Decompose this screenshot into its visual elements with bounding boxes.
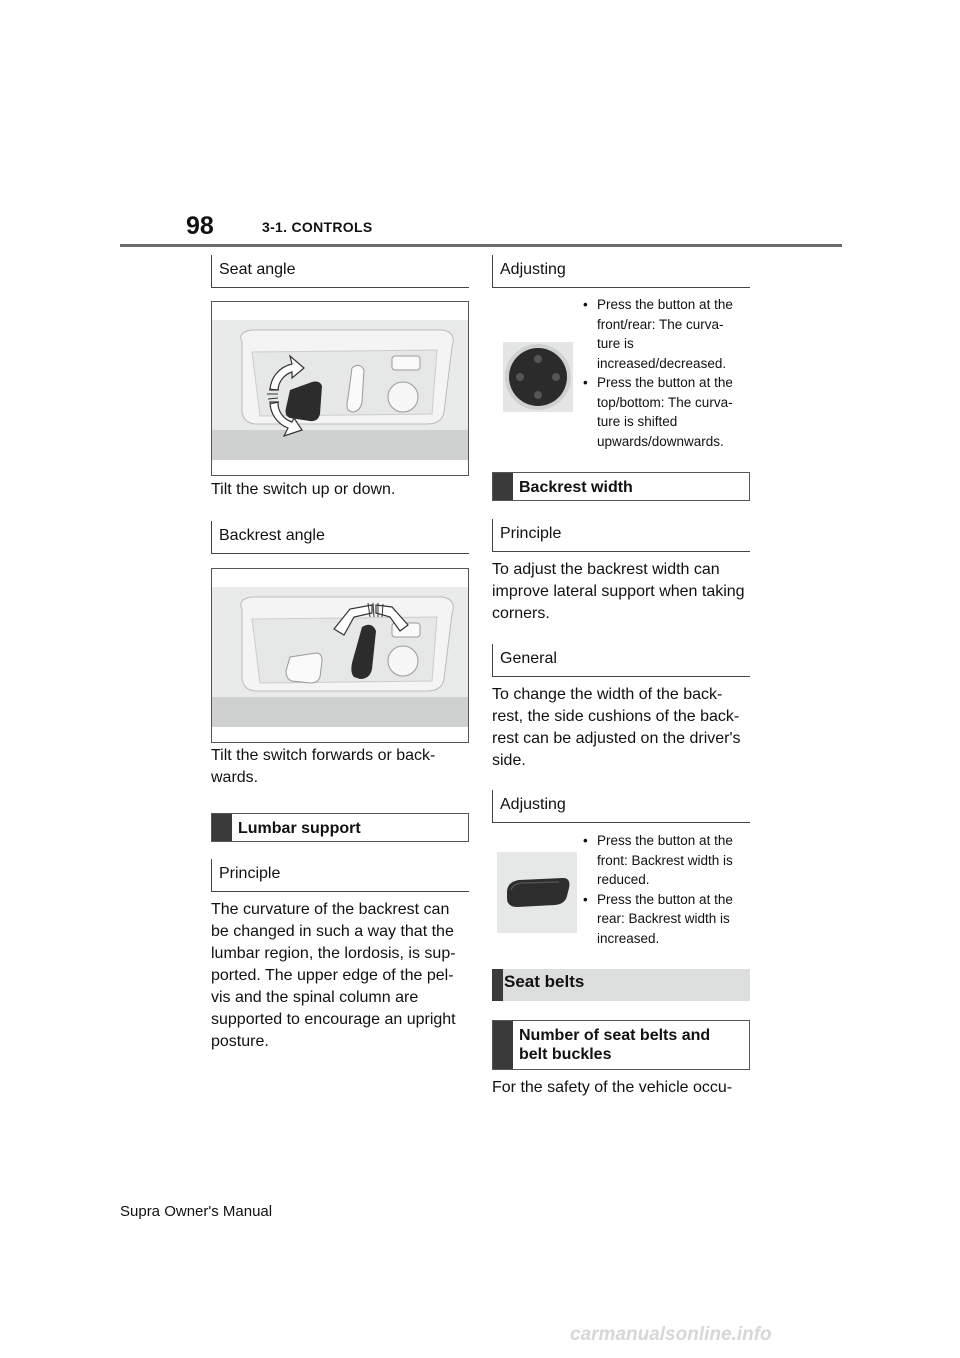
backrest-general-text: To change the width of the back- rest, the side cushions of the back- rest can be adjusted on the driver's side. xyxy=(492,686,741,769)
seat-belts-heading: Seat belts xyxy=(504,972,585,991)
backrest-angle-switch-illustration xyxy=(212,569,468,742)
backrest-width-heading-box xyxy=(492,472,750,501)
seat-belts-subheading: Number of seat belts and belt buckles xyxy=(519,1027,711,1063)
lumbar-support-heading-box xyxy=(211,813,469,842)
seat-angle-switch-illustration xyxy=(212,302,468,475)
heading-bar xyxy=(492,969,503,1001)
header-rule xyxy=(120,244,842,247)
seat-angle-caption: Tilt the switch up or down. xyxy=(211,481,396,498)
lumbar-principle-heading: Principle xyxy=(211,859,469,892)
backrest-adjusting-heading: Adjusting xyxy=(492,790,750,823)
lumbar-support-heading: Lumbar support xyxy=(238,820,361,837)
chapter-title: 3-1. CONTROLS xyxy=(262,219,373,235)
list-item: • Press the button at the front/rear: The curva- ture is increased/decreased. xyxy=(577,295,749,373)
list-item: • Press the button at the rear: Backrest width is increased. xyxy=(577,890,749,949)
seat-belts-subheading-box xyxy=(492,1020,750,1070)
seat-angle-heading: Seat angle xyxy=(211,255,469,288)
watermark: carmanualsonline.info xyxy=(570,1324,772,1345)
backrest-width-heading: Backrest width xyxy=(519,479,633,496)
adjusting-heading: Adjusting xyxy=(492,255,750,288)
footer-manual-title: Supra Owner's Manual xyxy=(120,1203,273,1220)
lumbar-principle-text: The curvature of the backrest can be changed in such a way that the lumbar region, the lordosis, is sup- ported. The upper edge of the pel- vis and the spinal column are supported to encourage an upright posture. xyxy=(211,901,456,1050)
backrest-width-button-illustration xyxy=(497,852,577,933)
four-way-button-illustration xyxy=(503,342,573,412)
heading-bar xyxy=(212,814,232,841)
list-item: • Press the button at the top/bottom: The curva- ture is shifted upwards/downwards. xyxy=(577,373,749,451)
backrest-angle-figure xyxy=(211,568,469,743)
seat-belts-heading-box xyxy=(492,969,750,1001)
backrest-width-figure xyxy=(497,852,577,933)
backrest-principle-heading: Principle xyxy=(492,519,750,552)
seat-belts-text: For the safety of the vehicle occu- xyxy=(492,1079,733,1096)
backrest-principle-text: To adjust the backrest width can improve lateral support when taking corners. xyxy=(492,561,745,622)
backrest-angle-heading: Backrest angle xyxy=(211,521,469,554)
page-number: 98 xyxy=(186,212,214,240)
heading-bar xyxy=(493,1021,513,1069)
backrest-angle-caption: Tilt the switch forwards or back- wards. xyxy=(211,747,436,786)
seat-angle-figure xyxy=(211,301,469,476)
lumbar-control-figure xyxy=(503,342,573,412)
lumbar-adjust-list xyxy=(577,295,749,451)
list-item: • Press the button at the front: Backrest width is reduced. xyxy=(577,831,749,890)
backrest-general-heading: General xyxy=(492,644,750,677)
backrest-width-list xyxy=(577,831,749,948)
heading-bar xyxy=(493,473,513,500)
